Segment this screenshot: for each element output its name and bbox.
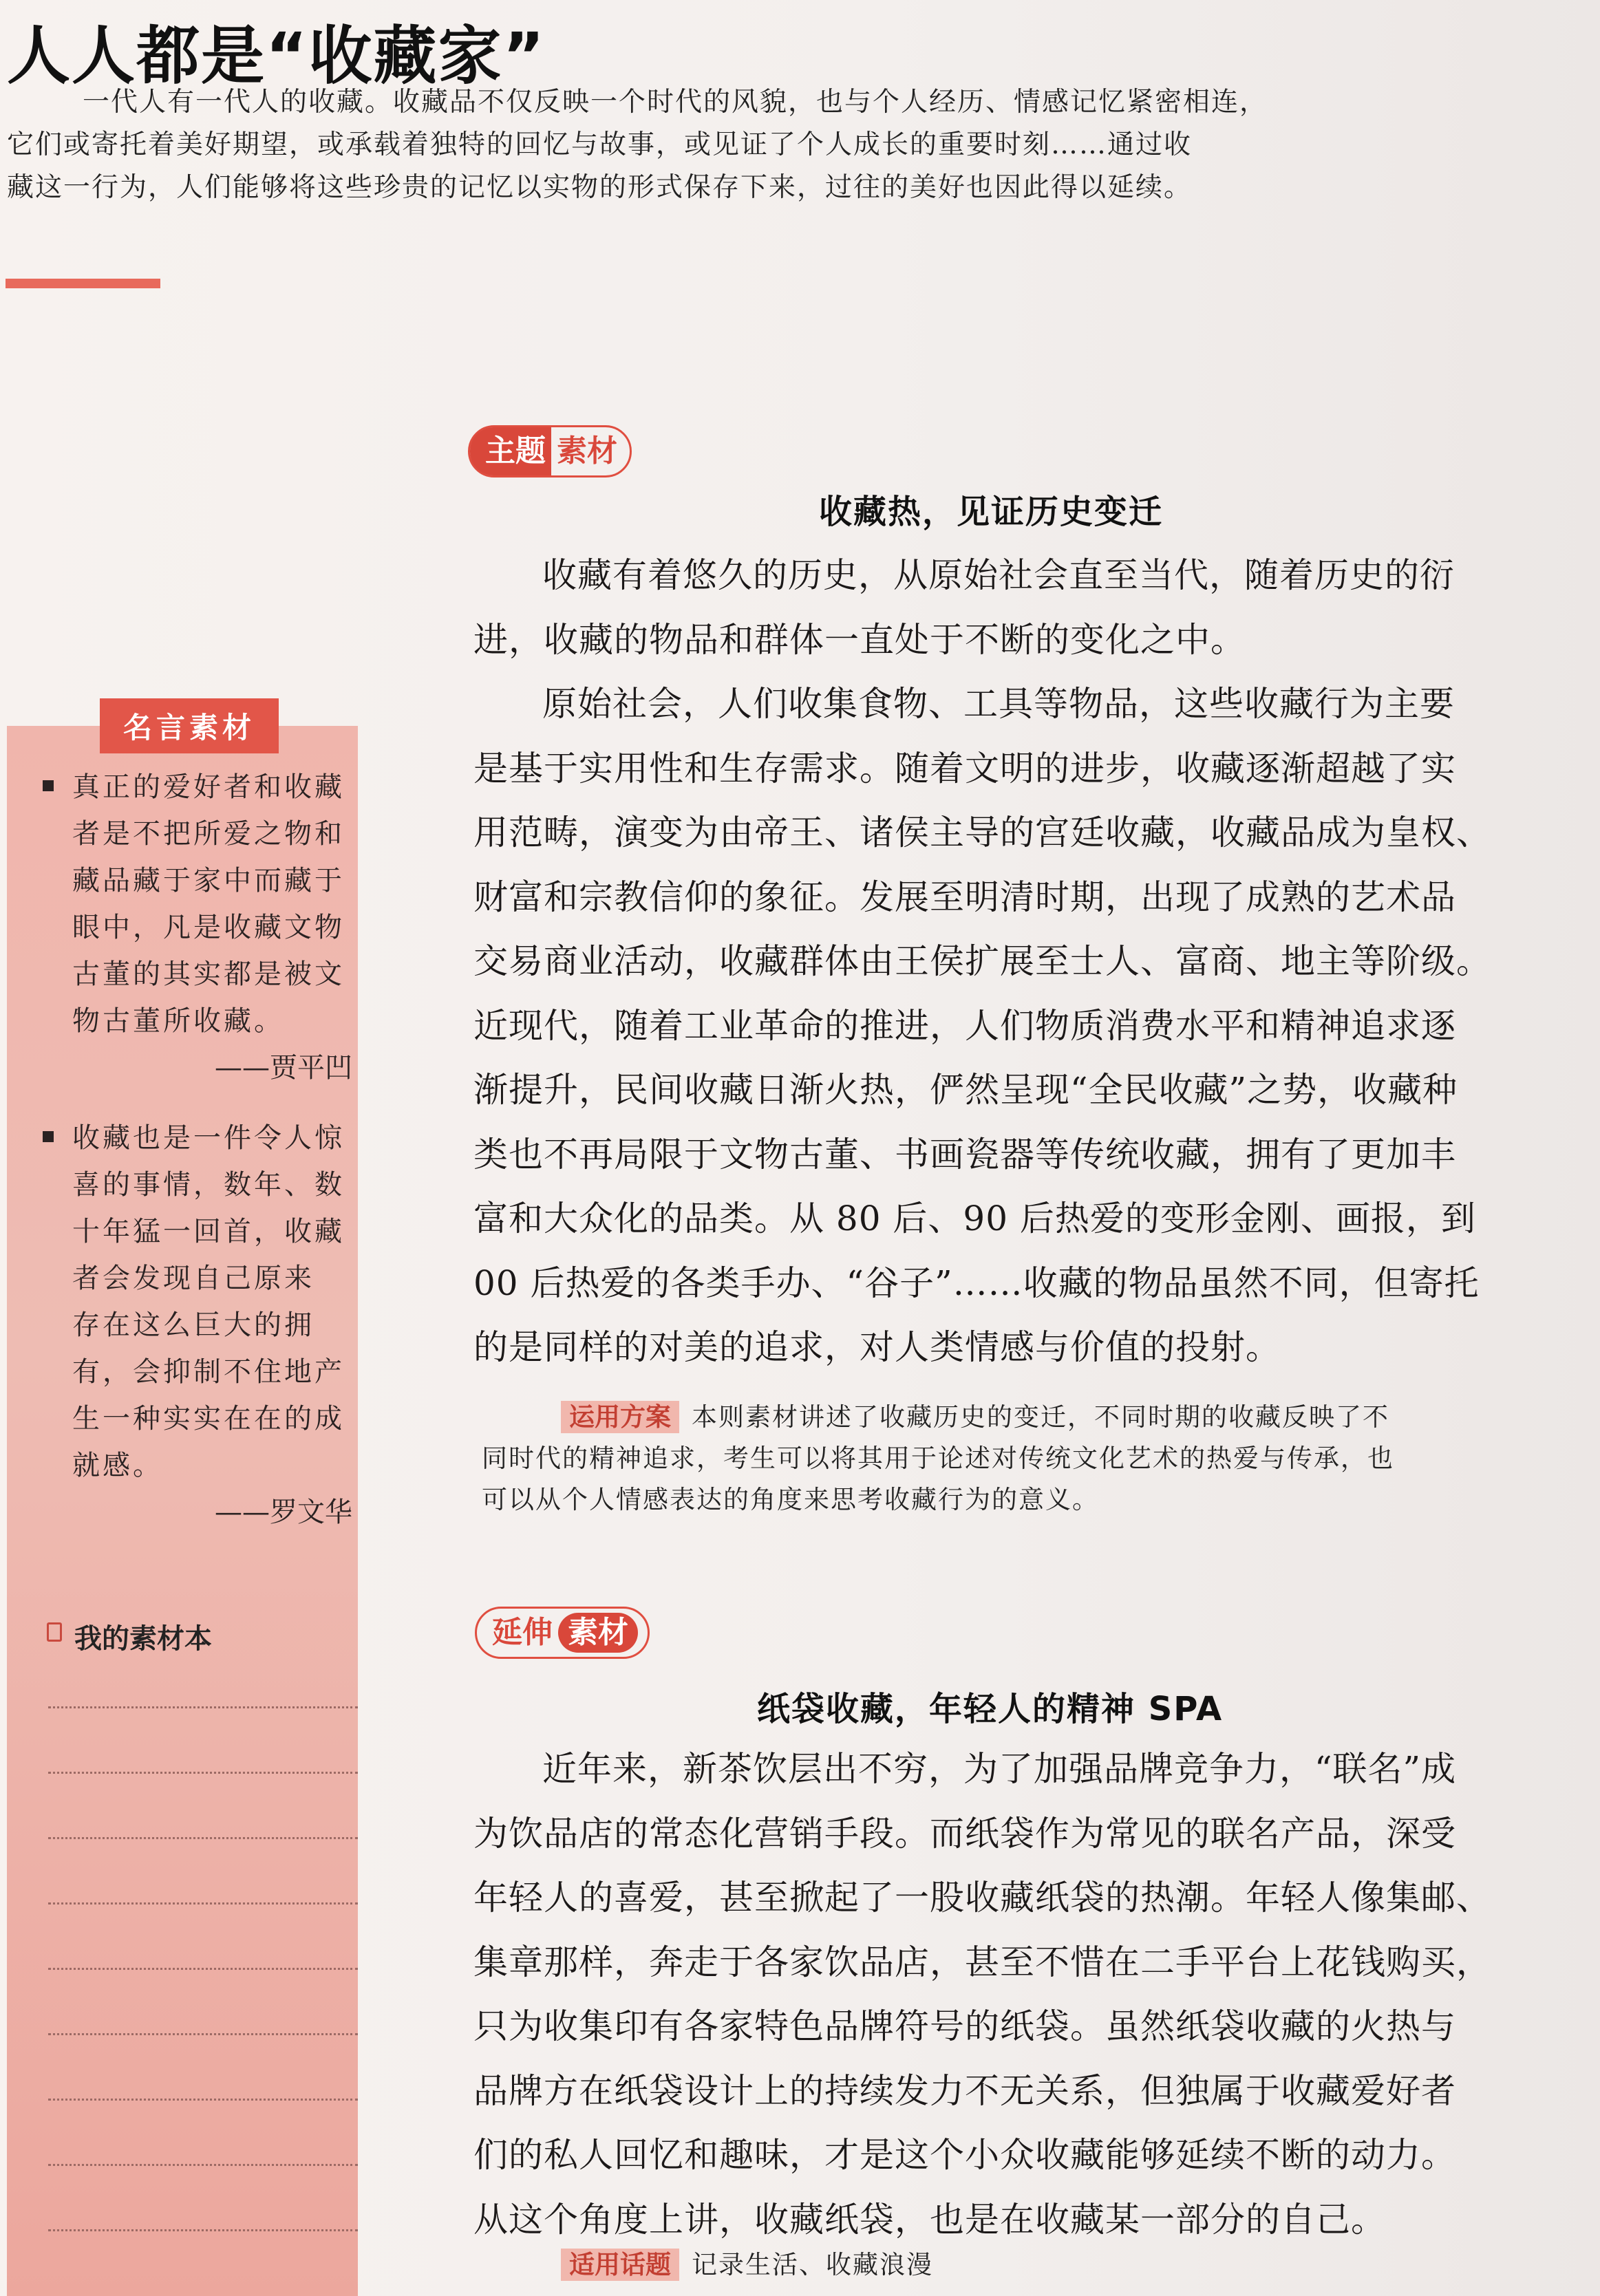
intro-line: 它们或寄托着美好期望，或承载着独特的回忆与故事，或见证了个人成长的重要时刻……通过收 (7, 129, 1193, 160)
usage-note (482, 1397, 1569, 1521)
body-line: 只为收集印有各家特色品牌符号的纸袋。虽然纸袋收藏的火热与 (473, 2006, 1456, 2046)
section-tag-theme (468, 425, 632, 478)
quote-line: 真正的爱好者和收藏 (72, 771, 345, 803)
usage-text: 本则素材讲述了收藏历史的变迁，不同时期的收藏反映了不 (692, 1402, 1389, 1432)
section-tag-label: 素材 (557, 433, 617, 469)
notebook-line (48, 2099, 358, 2101)
quotes-tag: 名言素材 (100, 698, 279, 753)
article-body (473, 1737, 1575, 2252)
notebook-label: 我的素材本 (74, 1623, 212, 1655)
body-line: 渐提升，民间收藏日渐火热，俨然呈现“全民收藏”之势，收藏种 (473, 1070, 1458, 1110)
title-underline (6, 279, 160, 288)
quote-line: 有，会抑制不住地产 (72, 1356, 345, 1388)
bullet-icon (43, 1131, 54, 1142)
section-tag-label: 主题 (470, 427, 551, 475)
topic-note (482, 2244, 1569, 2286)
usage-label: 运用方案 (561, 1401, 679, 1433)
notebook-line (48, 2033, 358, 2035)
body-line: 类也不再局限于文物古董、书画瓷器等传统收藏，拥有了更加丰 (473, 1134, 1456, 1174)
quote-line: 收藏也是一件令人惊 (72, 1122, 345, 1154)
quote-line: 者会发现自己原来 (72, 1263, 314, 1294)
notebook-line (48, 1968, 358, 1970)
usage-line (482, 1397, 1569, 1438)
page-title: 人人都是“收藏家” (7, 19, 546, 93)
bullet-icon (43, 780, 54, 791)
body-line: 为饮品店的常态化营销手段。而纸袋作为常见的联名产品，深受 (473, 1813, 1456, 1854)
quote-line: 十年猛一回首，收藏 (72, 1216, 345, 1247)
article-title: 收藏热，见证历史变迁 (819, 493, 1164, 531)
body-line: 的是同样的对美的追求，对人类情感与价值的投射。 (473, 1327, 1281, 1367)
notebook-line (48, 2164, 358, 2166)
topic-line (482, 2244, 1569, 2286)
body-line: 财富和宗教信仰的象征。发展至明清时期，出现了成熟的艺术品 (473, 877, 1456, 917)
notebook-line (48, 1772, 358, 1774)
quote-line: 存在这么巨大的拥 (72, 1309, 314, 1341)
notebook-line (48, 2229, 358, 2231)
body-line: 从这个角度上讲，收藏纸袋，也是在收藏某一部分的自己。 (473, 2199, 1386, 2240)
quote-line: 就感。 (72, 1450, 163, 1481)
body-line: 交易商业活动，收藏群体由王侯扩展至士人、富商、地主等阶级。 (473, 941, 1491, 981)
quote-line: 古董的其实都是被文 (72, 958, 345, 990)
topic-label: 适用话题 (561, 2249, 679, 2281)
body-line: 进，收藏的物品和群体一直处于不断的变化之中。 (473, 619, 1246, 660)
intro-line: 一代人有一代人的收藏。收藏品不仅反映一个时代的风貌，也与个人经历、情感记忆紧密相连， (83, 87, 1268, 118)
body-line: 用范畴，演变为由帝王、诸侯主导的宫廷收藏，收藏品成为皇权、 (473, 813, 1491, 852)
quote-block (34, 1115, 358, 1536)
quote-author: ——贾平凹 (215, 1052, 352, 1084)
section-tag-extension (475, 1607, 650, 1659)
body-line: 收藏有着悠久的历史，从原始社会直至当代，随着历史的衍 (542, 555, 1455, 595)
notebook-line (48, 1706, 358, 1708)
body-line: 原始社会，人们收集食物、工具等物品，这些收藏行为主要 (542, 684, 1455, 724)
topic-text: 记录生活、收藏浪漫 (692, 2250, 933, 2279)
intro-paragraph (7, 81, 1376, 209)
body-line: 集章那样，奔走于各家饮品店，甚至不惜在二手平台上花钱购买， (473, 1942, 1491, 1982)
body-line: 富和大众化的品类。从 80 后、90 后热爱的变形金刚、画报，到 (473, 1199, 1476, 1238)
intro-line: 藏这一行为，人们能够将这些珍贵的记忆以实物的形式保存下来，过往的美好也因此得以延续。 (7, 172, 1193, 203)
section-tag-label: 素材 (558, 1613, 638, 1653)
body-line: 00 后热爱的各类手办、“谷子”……收藏的物品虽然不同，但寄托 (473, 1263, 1480, 1303)
body-line: 近年来，新茶饮层出不穷，为了加强品牌竞争力，“联名”成 (542, 1749, 1457, 1789)
quote-line: 藏品藏于家中而藏于 (72, 865, 345, 897)
body-line: 是基于实用性和生存需求。随着文明的进步，收藏逐渐超越了实 (473, 748, 1456, 788)
usage-line: 同时代的精神追求，考生可以将其用于论述对传统文化艺术的热爱与传承，也 (482, 1444, 1394, 1473)
body-line: 品牌方在纸袋设计上的持续发力不无关系，但独属于收藏爱好者 (473, 2070, 1456, 2111)
article-title: 纸袋收藏，年轻人的精神 SPA (757, 1690, 1224, 1728)
body-line: 们的私人回忆和趣味，才是这个小众收藏能够延续不断的动力。 (473, 2135, 1456, 2175)
quote-line: 者是不把所爱之物和 (72, 818, 345, 850)
quote-block (34, 764, 358, 1091)
notebook-icon (47, 1622, 62, 1642)
quotes-sidebar (7, 711, 358, 2296)
section-tag-label: 延伸 (492, 1615, 553, 1650)
usage-line: 可以从个人情感表达的角度来思考收藏行为的意义。 (482, 1485, 1099, 1514)
quote-author: ——罗文华 (215, 1496, 352, 1528)
quote-line: 喜的事情，数年、数 (72, 1169, 345, 1201)
quote-line: 眼中，凡是收藏文物 (72, 912, 345, 943)
article-body (473, 544, 1575, 1380)
body-line: 年轻人的喜爱，甚至掀起了一股收藏纸袋的热潮。年轻人像集邮、 (473, 1878, 1491, 1918)
notebook-line (48, 1902, 358, 1905)
body-line: 近现代，随着工业革命的推进，人们物质消费水平和精神追求逐 (473, 1005, 1456, 1046)
notebook-line (48, 1837, 358, 1839)
quote-line: 生一种实实在在的成 (72, 1403, 345, 1435)
quote-line: 物古董所收藏。 (72, 1005, 284, 1037)
